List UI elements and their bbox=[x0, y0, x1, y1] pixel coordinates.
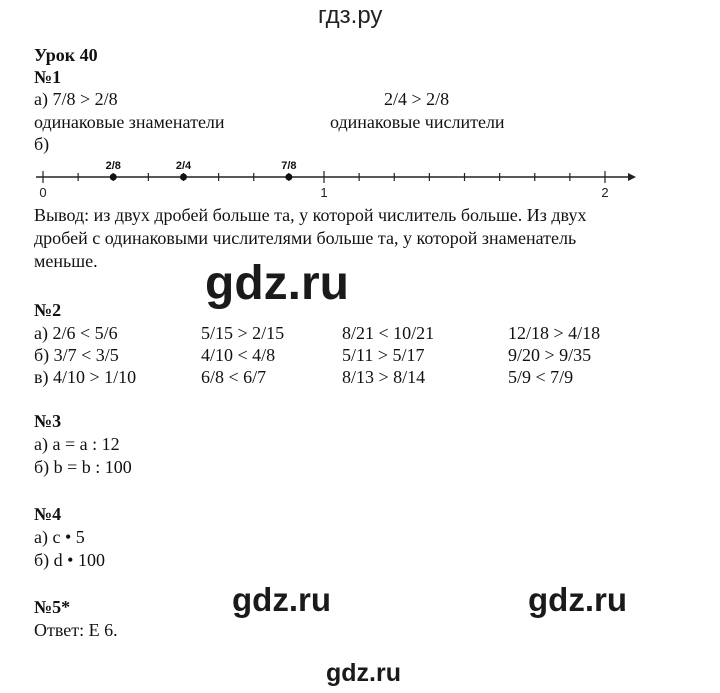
watermark-mid-right: gdz.ru bbox=[528, 581, 627, 618]
number-line-point bbox=[180, 174, 187, 181]
task5-number: №5* bbox=[34, 597, 71, 617]
number-line-point-label: 2/4 bbox=[175, 160, 192, 172]
task3-number: №3 bbox=[34, 411, 62, 431]
conclusion-line-1: Вывод: из двух дробей больше та, у которой числитель больше. Из двух bbox=[34, 205, 587, 225]
watermark-top: гдз.ру bbox=[318, 2, 383, 29]
task1-a-right: 2/4 > 2/8 bbox=[384, 89, 450, 109]
task4-line-a: а) c • 5 bbox=[34, 527, 85, 547]
conclusion-line-3: меньше. bbox=[34, 251, 98, 271]
conclusion-line-2: дробей с одинаковыми числителями больше та, у которой знаменатель bbox=[34, 228, 577, 248]
task2-row2-col4: 9/20 > 9/35 bbox=[508, 345, 592, 365]
task2-row3-col4: 5/9 < 7/9 bbox=[508, 367, 574, 387]
task1-b-label: б) bbox=[34, 134, 50, 154]
number-line bbox=[0, 150, 720, 200]
task2-row3-col1: в) 4/10 > 1/10 bbox=[34, 367, 137, 387]
task3-line-b: б) b = b : 100 bbox=[34, 457, 132, 477]
number-line-axis-label: 0 bbox=[39, 185, 47, 200]
task1-number: №1 bbox=[34, 67, 62, 87]
number-line-point bbox=[285, 174, 292, 181]
task2-row2-col1: б) 3/7 < 3/5 bbox=[34, 345, 119, 365]
watermark-bottom: gdz.ru bbox=[326, 659, 401, 687]
watermark-big: gdz.ru bbox=[205, 257, 349, 310]
task2-row1-col4: 12/18 > 4/18 bbox=[508, 323, 601, 343]
task2-row1-col2: 5/15 > 2/15 bbox=[201, 323, 285, 343]
watermark-mid-left: gdz.ru bbox=[232, 581, 331, 618]
task5-answer: Ответ: Е 6. bbox=[34, 620, 118, 640]
number-line-arrow bbox=[628, 173, 636, 181]
number-line-point-label: 7/8 bbox=[281, 160, 297, 172]
task2-row2-col2: 4/10 < 4/8 bbox=[201, 345, 276, 365]
task2-row1-col3: 8/21 < 10/21 bbox=[342, 323, 435, 343]
task3-line-a: а) a = a : 12 bbox=[34, 434, 120, 454]
number-line-point-label: 2/8 bbox=[105, 160, 121, 172]
task4-line-b: б) d • 100 bbox=[34, 550, 105, 570]
task2-row2-col3: 5/11 > 5/17 bbox=[342, 345, 425, 365]
number-line-axis-label: 1 bbox=[320, 185, 328, 200]
task1-note-right: одинаковые числители bbox=[330, 112, 505, 132]
task1-note-left: одинаковые знаменатели bbox=[34, 112, 225, 132]
task2-row3-col3: 8/13 > 8/14 bbox=[342, 367, 426, 387]
task2-row1-col1: а) 2/6 < 5/6 bbox=[34, 323, 118, 343]
lesson-title: Урок 40 bbox=[34, 45, 98, 65]
task1-a-left: а) 7/8 > 2/8 bbox=[34, 89, 118, 109]
number-line-point bbox=[110, 174, 117, 181]
task2-row3-col2: 6/8 < 6/7 bbox=[201, 367, 267, 387]
task2-number: №2 bbox=[34, 300, 62, 320]
number-line-axis-label: 2 bbox=[601, 185, 609, 200]
task4-number: №4 bbox=[34, 504, 62, 524]
